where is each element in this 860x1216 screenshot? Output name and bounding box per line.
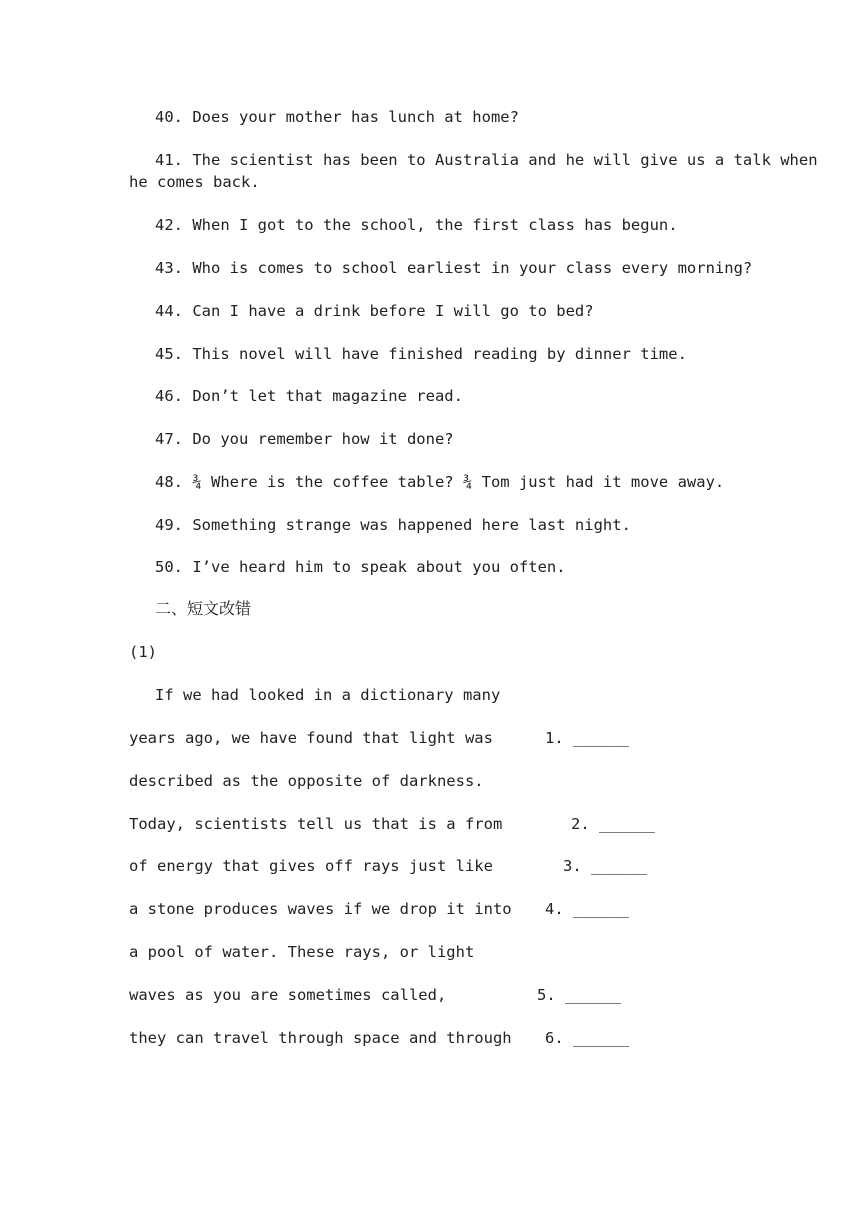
question-48: 48. ¾ Where is the coffee table? ¾ Tom just had it move away.	[155, 473, 725, 491]
question-41: 41. The scientist has been to Australia and he will give us a talk when	[155, 151, 818, 169]
section-heading: 二、短文改错	[155, 599, 252, 618]
passage-label: (1)	[129, 643, 157, 661]
passage-line-5: of energy that gives off rays just like	[129, 857, 493, 875]
answer-blank-3[interactable]: 3. ______	[563, 857, 647, 875]
passage-line-8: waves as you are sometimes called,	[129, 986, 447, 1004]
passage-line-3: described as the opposite of darkness.	[129, 772, 484, 790]
passage-line-2: years ago, we have found that light was	[129, 729, 493, 747]
answer-blank-4[interactable]: 4. ______	[545, 900, 629, 918]
passage-line-6: a stone produces waves if we drop it into	[129, 900, 512, 918]
question-47: 47. Do you remember how it done?	[155, 430, 454, 448]
question-50: 50. I’ve heard him to speak about you often.	[155, 558, 566, 576]
answer-blank-2[interactable]: 2. ______	[571, 815, 655, 833]
answer-blank-5[interactable]: 5. ______	[537, 986, 621, 1004]
question-49: 49. Something strange was happened here last night.	[155, 516, 631, 534]
passage-line-9: they can travel through space and through	[129, 1029, 512, 1047]
passage-line-1: If we had looked in a dictionary many	[155, 686, 501, 704]
passage-line-7: a pool of water. These rays, or light	[129, 943, 475, 961]
answer-blank-1[interactable]: 1. ______	[545, 729, 629, 747]
question-41-continuation: he comes back.	[129, 173, 260, 191]
question-46: 46. Don’t let that magazine read.	[155, 387, 463, 405]
question-44: 44. Can I have a drink before I will go to bed?	[155, 302, 594, 320]
passage-line-4: Today, scientists tell us that is a from	[129, 815, 503, 833]
question-45: 45. This novel will have finished reading by dinner time.	[155, 345, 687, 363]
answer-blank-6[interactable]: 6. ______	[545, 1029, 629, 1047]
question-43: 43. Who is comes to school earliest in your class every morning?	[155, 259, 753, 277]
question-42: 42. When I got to the school, the first class has begun.	[155, 216, 678, 234]
question-40: 40. Does your mother has lunch at home?	[155, 108, 519, 126]
